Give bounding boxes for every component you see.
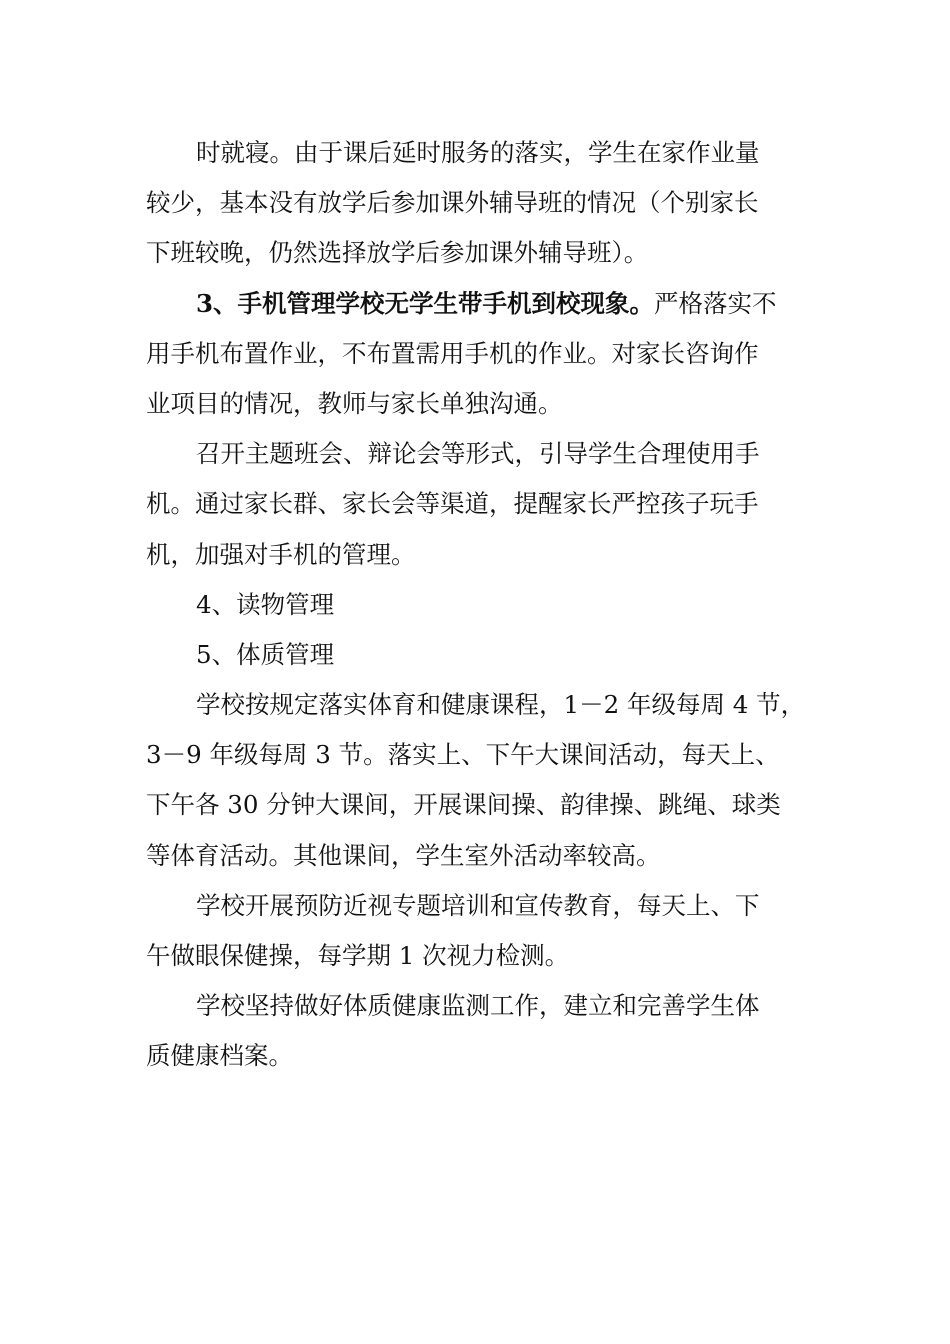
text-line: 较少，基本没有放学后参加课外辅导班的情况（个别家长 <box>146 188 759 218</box>
text-line: 质健康档案。 <box>146 1041 293 1071</box>
text-line: 3－9 年级每周 3 节。落实上、下午大课间活动，每天上、 <box>146 740 780 770</box>
text-line: 学校开展预防近视专题培训和宣传教育，每天上、下 <box>196 890 760 920</box>
text-line: 业项目的情况，教师与家长单独沟通。 <box>146 388 563 418</box>
text-span: 严格落实不 <box>654 288 777 318</box>
text-line: 午做眼保健操，每学期 1 次视力检测。 <box>146 941 570 970</box>
section-heading-reading-management: 4、读物管理 <box>196 589 335 619</box>
text-line: 机，加强对手机的管理。 <box>146 539 416 569</box>
text-line: 学校按规定落实体育和健康课程，1－2 年级每周 4 节， <box>196 690 806 720</box>
text-line: 等体育活动。其他课间，学生室外活动率较高。 <box>146 840 661 870</box>
section-heading-physical-management: 5、体质管理 <box>196 639 335 669</box>
section-heading-phone-management: 3、手机管理学校无学生带手机到校现象。 <box>196 288 655 318</box>
document-body <box>146 128 806 1082</box>
text-line: 机。通过家长群、家长会等渠道，提醒家长严控孩子玩手 <box>146 489 759 519</box>
text-line: 用手机布置作业，不布置需用手机的作业。对家长咨询作 <box>146 338 759 368</box>
text-line: 下午各 30 分钟大课间，开展课间操、韵律操、跳绳、球类 <box>146 790 781 820</box>
heading-line-phone-management <box>146 279 806 329</box>
text-line: 召开主题班会、辩论会等形式，引导学生合理使用手 <box>196 439 760 469</box>
text-line: 学校坚持做好体质健康监测工作，建立和完善学生体 <box>196 991 760 1021</box>
text-line: 时就寝。由于课后延时服务的落实，学生在家作业量 <box>196 138 760 167</box>
text-line: 下班较晚，仍然选择放学后参加课外辅导班）。 <box>146 238 649 268</box>
